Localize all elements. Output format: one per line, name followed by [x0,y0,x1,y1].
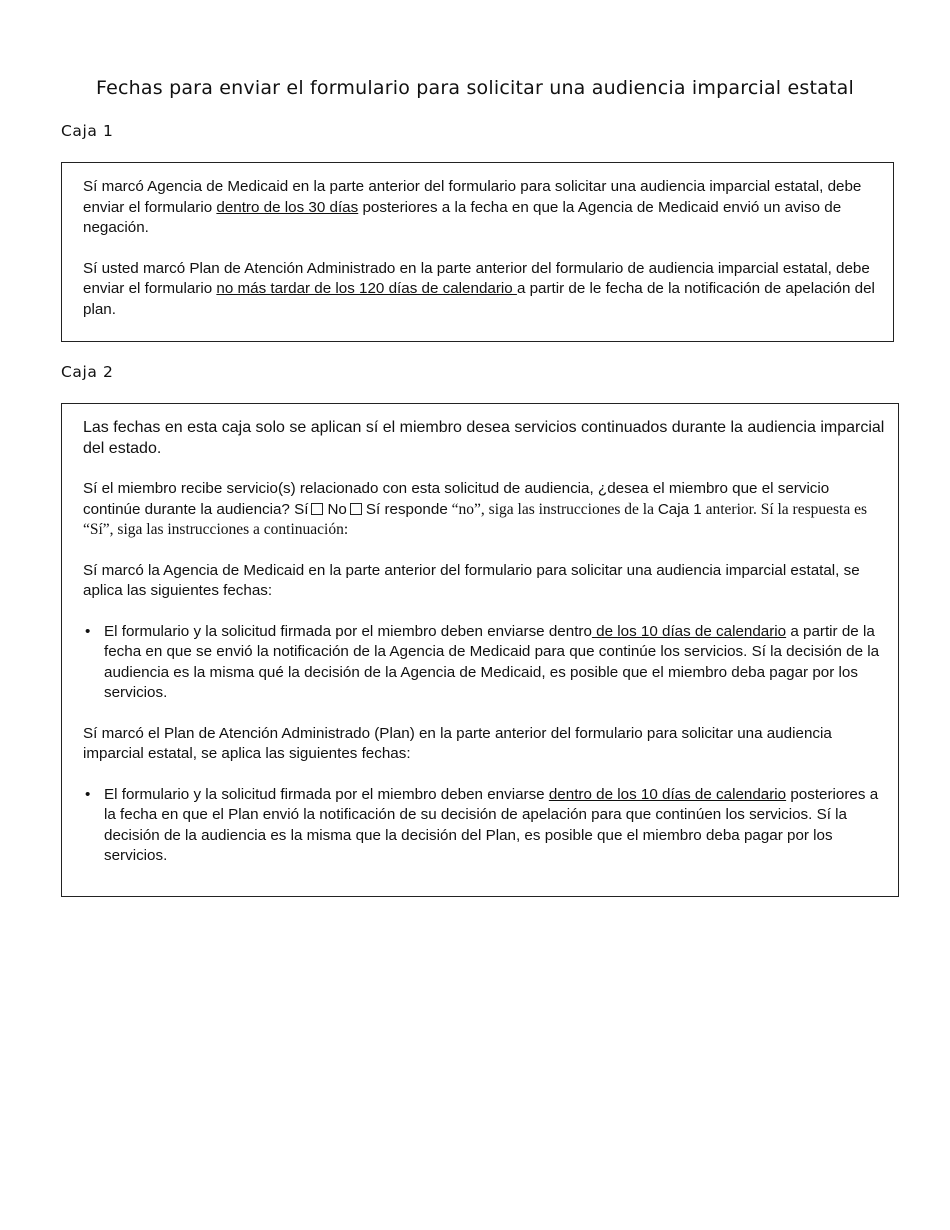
caja-1-box [61,162,894,342]
bullet-icon: • [85,622,91,640]
deadline-10-days-plan: dentro de los 10 días de calendario [548,785,787,803]
caja-1-label: Caja 1 [61,122,114,140]
deadline-10-days-medicaid: de los 10 días de calendario [591,622,787,640]
caja-2-intro: Las fechas en esta caja solo se aplican sí el miembro desea servicios continuados durante la audiencia imparcial del estado. [83,419,885,457]
deadline-30-days: dentro de los 30 días [216,198,359,216]
medicaid-bullet: • El formulario y la solicitud firmada por el miembro deben enviarse dentro de los 10 días de calendario a partir de la fecha en que se envió la notificación de la Agencia de Medicaid para que continúe los servicios. Sí la decisión de la audiencia es la misma qué la decisión de la Agencia de Medicaid, es posible que el miembro deba pagar por los servicios. [85,622,880,701]
caja-2-plan-intro: Sí marcó el Plan de Atención Administrado (Plan) en la parte anterior del formulario para solicitar una audiencia imparcial estatal, se aplica las siguientes fechas: [83,724,832,762]
bullet-icon: • [85,785,91,803]
no-checkbox[interactable] [350,503,362,515]
deadline-120-days: no más tardar de los 120 días de calendario [216,280,517,297]
caja-2-box [61,403,899,897]
plan-bullet: • El formulario y la solicitud firmada por el miembro deben enviarse dentro de los 10 días de calendario posteriores a la fecha en que el Plan envió la notificación de su decisión de apelación para que continúen los servicios. Sí la decisión de la audiencia es la misma que la decisión del Plan, es posible que el miembro deba pagar por los servicios. [85,785,879,864]
yes-checkbox[interactable] [311,503,323,515]
caja-2-label: Caja 2 [61,363,114,381]
page-title: Fechas para enviar el formulario para solicitar una audiencia imparcial estatal [96,77,854,99]
caja-1-reference: Caja 1 [657,500,702,518]
no-label: No [327,500,347,518]
caja-1-paragraph-plan: Sí usted marcó Plan de Atención Administrado en la parte anterior del formulario de audiencia imparcial estatal, debe enviar el formulario no más tardar de los 120 días de calendario a partir de le fecha de la notificación de apelación del plan. [83,259,875,318]
continue-services-question: Sí el miembro recibe servicio(s) relacionado con esta solicitud de audiencia, ¿desea el miembro que el servicio continúe durante la audiencia? Sí No Sí responde “no”, siga las instrucciones de la Caja 1 anterior. Sí la respuesta es “Sí”, siga las instrucciones a continuación: [83,480,868,538]
caja-1-paragraph-medicaid: Sí marcó Agencia de Medicaid en la parte anterior del formulario para solicitar una audiencia imparcial estatal, debe enviar el formulario dentro de los 30 días posteriores a la fecha en que la Agencia de Medicaid envió un aviso de negación. [83,178,862,236]
caja-2-medicaid-intro: Sí marcó la Agencia de Medicaid en la parte anterior del formulario para solicitar una audiencia imparcial estatal, se aplica las siguientes fechas: [83,561,860,599]
